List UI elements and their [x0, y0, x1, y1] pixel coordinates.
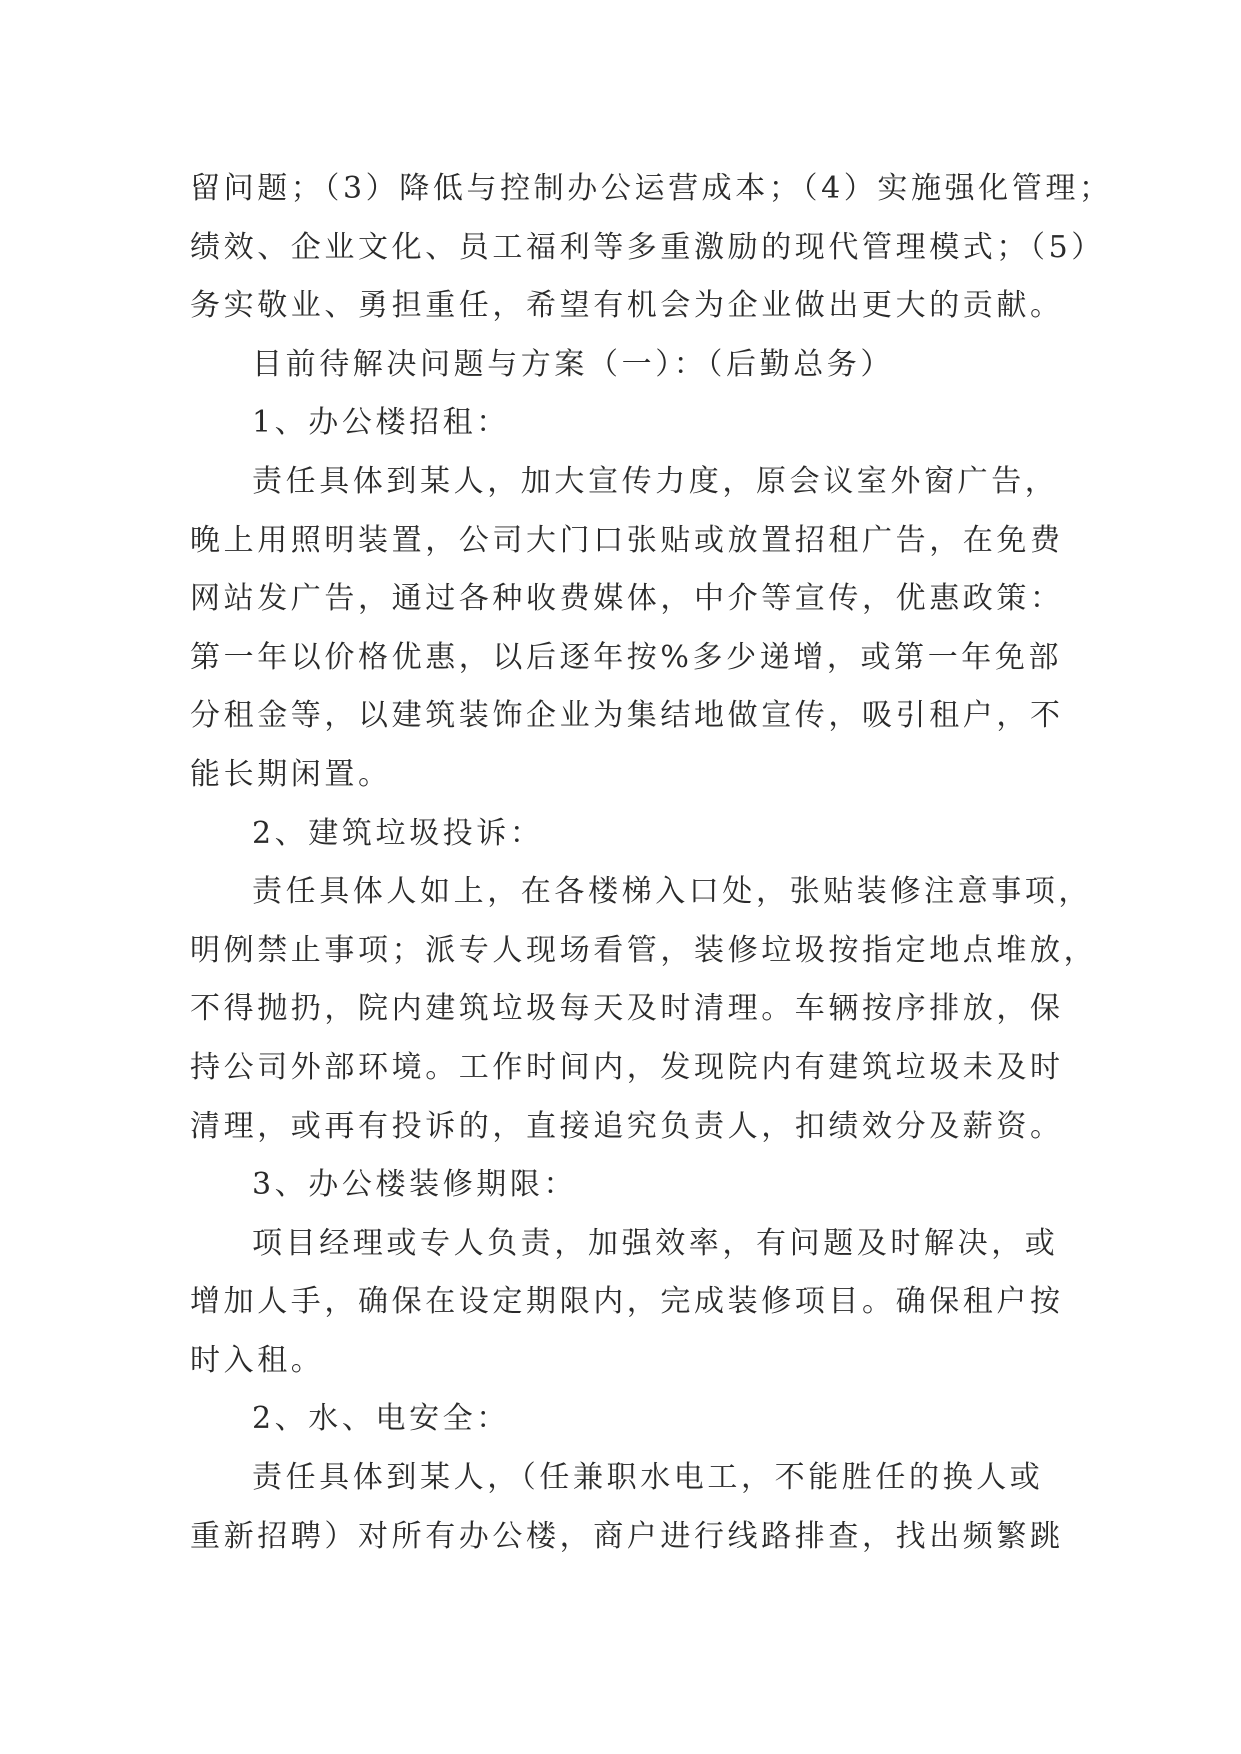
text-line: 网站发广告，通过各种收费媒体，中介等宣传，优惠政策： — [190, 581, 1064, 617]
text-line: 3、办公楼装修期限： — [252, 1167, 578, 1203]
text-line: 第一年以价格优惠，以后逐年按%多少递增，或第一年免部 — [190, 639, 1063, 675]
text-line: 2、水、电安全： — [252, 1401, 510, 1437]
text-line: 务实敬业、勇担重任，希望有机会为企业做出更大的贡献。 — [190, 288, 1064, 324]
text-line: 1、办公楼招租： — [252, 405, 510, 441]
text-line: 项目经理或专人负责，加强效率，有问题及时解决，或 — [252, 1225, 1059, 1261]
text-line: 2、建筑垃圾投诉： — [252, 815, 544, 851]
text-line: 绩效、企业文化、员工福利等多重激励的现代管理模式；（5） — [190, 229, 1105, 265]
text-line: 明例禁止事项；派专人现场看管，装修垃圾按指定地点堆放， — [190, 932, 1098, 968]
text-line: 清理，或再有投诉的，直接追究负责人，扣绩效分及薪资。 — [190, 1108, 1064, 1144]
text-line: 责任具体人如上，在各楼梯入口处，张贴装修注意事项， — [252, 874, 1092, 910]
text-line: 责任具体到某人，（任兼职水电工，不能胜任的换人或 — [252, 1460, 1044, 1496]
text-line: 持公司外部环境。工作时间内，发现院内有建筑垃圾未及时 — [190, 1049, 1064, 1085]
text-line: 分租金等，以建筑装饰企业为集结地做宣传，吸引租户，不 — [190, 698, 1064, 734]
document-body — [190, 160, 1113, 1566]
text-line: 重新招聘）对所有办公楼，商户进行线路排查，找出频繁跳 — [190, 1518, 1064, 1554]
text-line: 责任具体到某人，加大宣传力度，原会议室外窗广告， — [252, 463, 1059, 499]
text-line: 目前待解决问题与方案（一）：（后勤总务） — [252, 346, 894, 382]
text-line: 增加人手，确保在设定期限内，完成装修项目。确保租户按 — [190, 1284, 1064, 1320]
text-line: 留问题；（3）降低与控制办公运营成本；（4）实施强化管理； — [190, 171, 1113, 206]
text-line: 时入租。 — [190, 1342, 325, 1378]
text-line: 能长期闲置。 — [190, 756, 392, 792]
text-line: 晚上用照明装置，公司大门口张贴或放置招租广告，在免费 — [190, 522, 1064, 558]
text-line: 不得抛扔，院内建筑垃圾每天及时清理。车辆按序排放，保 — [190, 991, 1064, 1027]
